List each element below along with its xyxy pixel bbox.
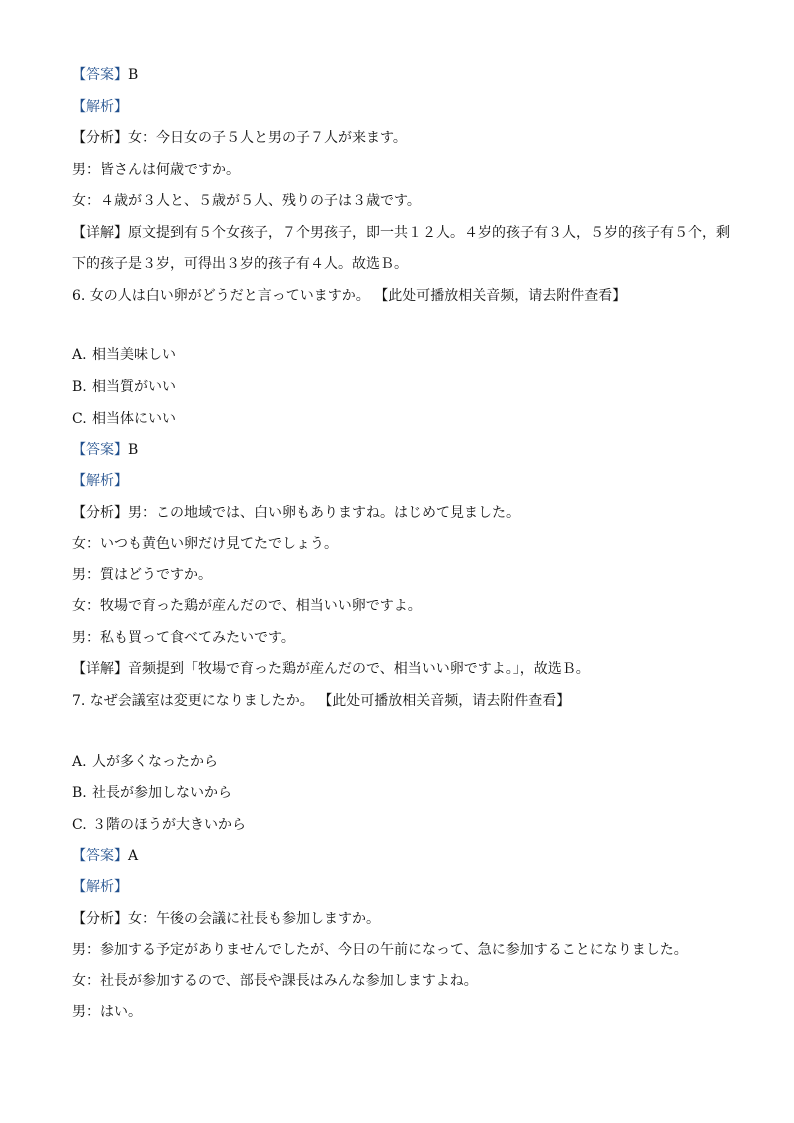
answer-value: A [128,848,139,864]
option-letter: B. [72,379,87,395]
detail-text: 原文提到有５个女孩子，７个男孩子，即一共１２人。４岁的孩子有３人，５岁的孩子有５个，剩 [128,225,730,241]
dialogue-line: 男：はい。 [72,1004,142,1020]
dialogue-line: 男：私も買って食べてみたいです。 [72,630,295,646]
option-letter: C. [72,817,87,833]
answer-tag: 【答案】 [72,442,128,458]
option-text: ３階のほうが大きいから [92,817,246,833]
detail-line [72,224,732,242]
option-letter: C. [72,411,87,427]
dialogue-line: 男：質はどうですか。 [72,567,212,583]
answer-tag: 【答案】 [72,67,128,83]
dialogue-line: 男：参加する予定がありませんでしたが、今日の午前になって、急に参加することになりました。 [72,942,688,958]
detail-text-continued: 下的孩子是３岁，可得出３岁的孩子有４人。故选Ｂ。 [72,256,408,272]
analysis-line [72,504,732,522]
detail-tag: 【详解】 [72,225,128,241]
option-b [72,784,732,802]
dialogue-line: 女：牧場で育った鶏が産んだので、相当いい卵ですよ。 [72,598,422,614]
option-text: 相当体にいい [92,411,176,427]
answer-value: B [128,67,139,83]
dialogue-line: 女：今日女の子５人と男の子７人が来ます。 [128,130,407,146]
analysis-line [72,129,732,147]
question-7: 7. なぜ会議室は変更になりましたか。 【此处可播放相关音频，请去附件查看】 [72,693,571,709]
dialogue-line: 女：午後の会議に社長も参加しますか。 [128,911,380,927]
dialogue-line: 男：皆さんは何歳ですか。 [72,162,240,178]
answer-line [72,847,732,865]
option-text: 相当質がいい [92,379,176,395]
fenxi-tag: 【分析】 [72,505,128,521]
option-c [72,410,732,428]
fenxi-tag: 【分析】 [72,130,128,146]
detail-line [72,660,732,678]
dialogue-line: 女：いつも黄色い卵だけ見てたでしょう。 [72,536,338,552]
option-text: 人が多くなったから [92,754,218,770]
option-a [72,753,732,771]
analysis-line [72,910,732,928]
dialogue-line: 女：４歳が３人と、５歳が５人、残りの子は３歳です。 [72,193,421,209]
answer-line [72,66,732,84]
option-letter: B. [72,785,87,801]
detail-text: 音频提到「牧場で育った鶏が産んだので、相当いい卵ですよ。」，故选Ｂ。 [128,661,590,677]
option-letter: A. [72,347,87,363]
analysis-heading [72,878,732,896]
dialogue-line: 男：この地域では、白い卵もありますね。はじめて見ました。 [128,505,520,521]
answer-value: B [128,442,139,458]
analysis-tag: 【解析】 [72,879,128,895]
analysis-heading [72,472,732,490]
question-6: 6. 女の人は白い卵がどうだと言っていますか。 【此处可播放相关音频，请去附件查看】 [72,288,627,304]
analysis-heading [72,98,732,116]
option-text: 相当美味しい [92,347,176,363]
answer-tag: 【答案】 [72,848,128,864]
fenxi-tag: 【分析】 [72,911,128,927]
option-text: 社長が参加しないから [92,785,232,801]
analysis-tag: 【解析】 [72,99,128,115]
option-c [72,816,732,834]
option-b [72,378,732,396]
answer-line [72,441,732,459]
analysis-tag: 【解析】 [72,473,128,489]
dialogue-line: 女：社長が参加するので、部長や課長はみんな参加しますよね。 [72,973,478,989]
option-a [72,346,732,364]
option-letter: A. [72,754,87,770]
detail-tag: 【详解】 [72,661,128,677]
